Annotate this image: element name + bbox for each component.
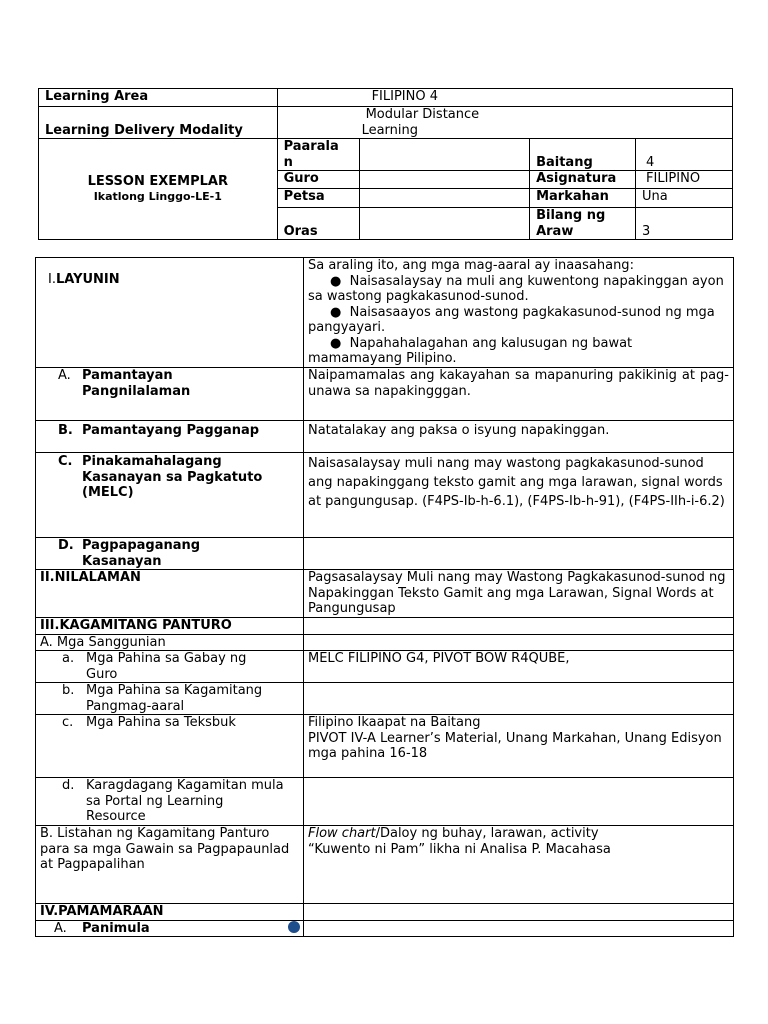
lesson-plan-table xyxy=(35,257,734,937)
baitang-value: 4 xyxy=(636,139,733,171)
nilalaman-value: Pagsasalaysay Muli nang may Wastong Pagkakasunod-sunod ng Napakinggan Teksto Gamit ang mga Larawan, Signal Words at Pangungusap xyxy=(303,570,733,618)
pamamaraan-label: IV.PAMAMARAAN xyxy=(36,904,304,921)
bilang-ng-araw-label: Bilang ng Araw xyxy=(530,208,636,240)
lesson-exemplar-title: LESSON EXEMPLAR Ikatlong Linggo-LE-1 xyxy=(39,139,278,240)
lesson-header-table xyxy=(38,88,733,240)
markahan-value: Una xyxy=(636,189,733,208)
kagamitang-panturo-label: III.KAGAMITANG PANTURO xyxy=(36,617,304,634)
bullet-icon: ● xyxy=(329,335,350,351)
pamantayang-pagganap-value: Natatalakay ang paksa o isyung napakinggan. xyxy=(303,421,733,453)
bullet-icon: ● xyxy=(329,304,350,320)
pagpapaganang-kasanayan-label: D. Pagpapaganang Kasanayan xyxy=(36,538,304,570)
mga-sanggunian-value xyxy=(303,634,733,651)
asignatura-label: Asignatura xyxy=(530,171,636,189)
delivery-modality-value: Modular Distance Learning xyxy=(277,107,732,139)
melc-value: Naisasalaysay muli nang may wastong pagkakasunod-sunod ang napakinggang teksto gamit ang mga larawan, signal words at pangungusap. (F4PS-Ib-h-6.1), (F4PS-Ib-h-91), (F4PS-IIh-i-6.2) xyxy=(303,453,733,538)
listahan-kagamitan-label: B. Listahan ng Kagamitang Panturo para sa mga Gawain sa Pagpapaunlad at Pagpapalihan xyxy=(36,826,304,904)
nilalaman-label: II.NILALAMAN xyxy=(36,570,304,618)
pamantayan-pangnilalaman-label: A. Pamantayan Pangnilalaman xyxy=(36,368,304,421)
learning-area-value: FILIPINO 4 xyxy=(277,89,732,107)
blue-dot-marker xyxy=(288,921,300,933)
melc-label: C. Pinakamahalagang Kasanayan sa Pagkatuto (MELC) xyxy=(36,453,304,538)
kagamitang-panturo-value xyxy=(303,617,733,634)
pamantayan-pangnilalaman-value: Naipamamalas ang kakayahan sa mapanuring pakikinig at pag-unawa sa napakingggan. xyxy=(303,368,733,421)
gabay-ng-guro-value: MELC FILIPINO G4, PIVOT BOW R4QUBE, xyxy=(303,651,733,683)
pamamaraan-value xyxy=(303,904,733,921)
guro-label: Guro xyxy=(277,171,359,189)
asignatura-value: FILIPINO xyxy=(636,171,733,189)
listahan-kagamitan-value: Flow chart/Daloy ng buhay, larawan, activity “Kuwento ni Pam” likha ni Analisa P. Macahasa xyxy=(303,826,733,904)
kagamitang-pangmag-aaral-value xyxy=(303,683,733,715)
panimula-value xyxy=(303,920,733,937)
petsa-label: Petsa xyxy=(277,189,359,208)
layunin-label: I.LAYUNIN xyxy=(36,258,304,368)
pagpapaganang-kasanayan-value xyxy=(303,538,733,570)
panimula-label: A. Panimula xyxy=(36,920,304,937)
bullet-icon: ● xyxy=(329,273,350,289)
layunin-content: Sa araling ito, ang mga mag-aaral ay inaasahang: ● Naisasalaysay na muli ang kuwentong napakinggan ayon sa wastong pagkakasunod-sunod. ● Naisasaayos ang wastong pagkakasunod-sunod ng mga pangyayari. ● Napahahalagahan ang kalusugan ng bawat mamamayang Pilipino. xyxy=(303,258,733,368)
pamantayang-pagganap-label: B. Pamantayang Pagganap xyxy=(36,421,304,453)
kagamitang-pangmag-aaral-label: b. Mga Pahina sa Kagamitang Pangmag-aaral xyxy=(36,683,304,715)
delivery-modality-label: Learning Delivery Modality xyxy=(39,107,278,139)
oras-label: Oras xyxy=(277,208,359,240)
karagdagang-kagamitan-label: d. Karagdagang Kagamitan mula sa Portal ng Learning Resource xyxy=(36,778,304,826)
teksbuk-value: Filipino Ikaapat na Baitang PIVOT IV-A Learner’s Material, Unang Markahan, Unang Edisyon mga pahina 16-18 xyxy=(303,715,733,778)
petsa-value xyxy=(359,189,530,208)
guro-value xyxy=(359,171,530,189)
baitang-label: Baitang xyxy=(530,139,636,171)
oras-value xyxy=(359,208,530,240)
mga-sanggunian-label: A. Mga Sanggunian xyxy=(36,634,304,651)
bilang-ng-araw-value: 3 xyxy=(636,208,733,240)
karagdagang-kagamitan-value xyxy=(303,778,733,826)
teksbuk-label: c. Mga Pahina sa Teksbuk xyxy=(36,715,304,778)
learning-area-label: Learning Area xyxy=(39,89,278,107)
gabay-ng-guro-label: a. Mga Pahina sa Gabay ng Guro xyxy=(36,651,304,683)
paaralan-label: Paarala n xyxy=(277,139,359,171)
paaralan-value xyxy=(359,139,530,171)
markahan-label: Markahan xyxy=(530,189,636,208)
